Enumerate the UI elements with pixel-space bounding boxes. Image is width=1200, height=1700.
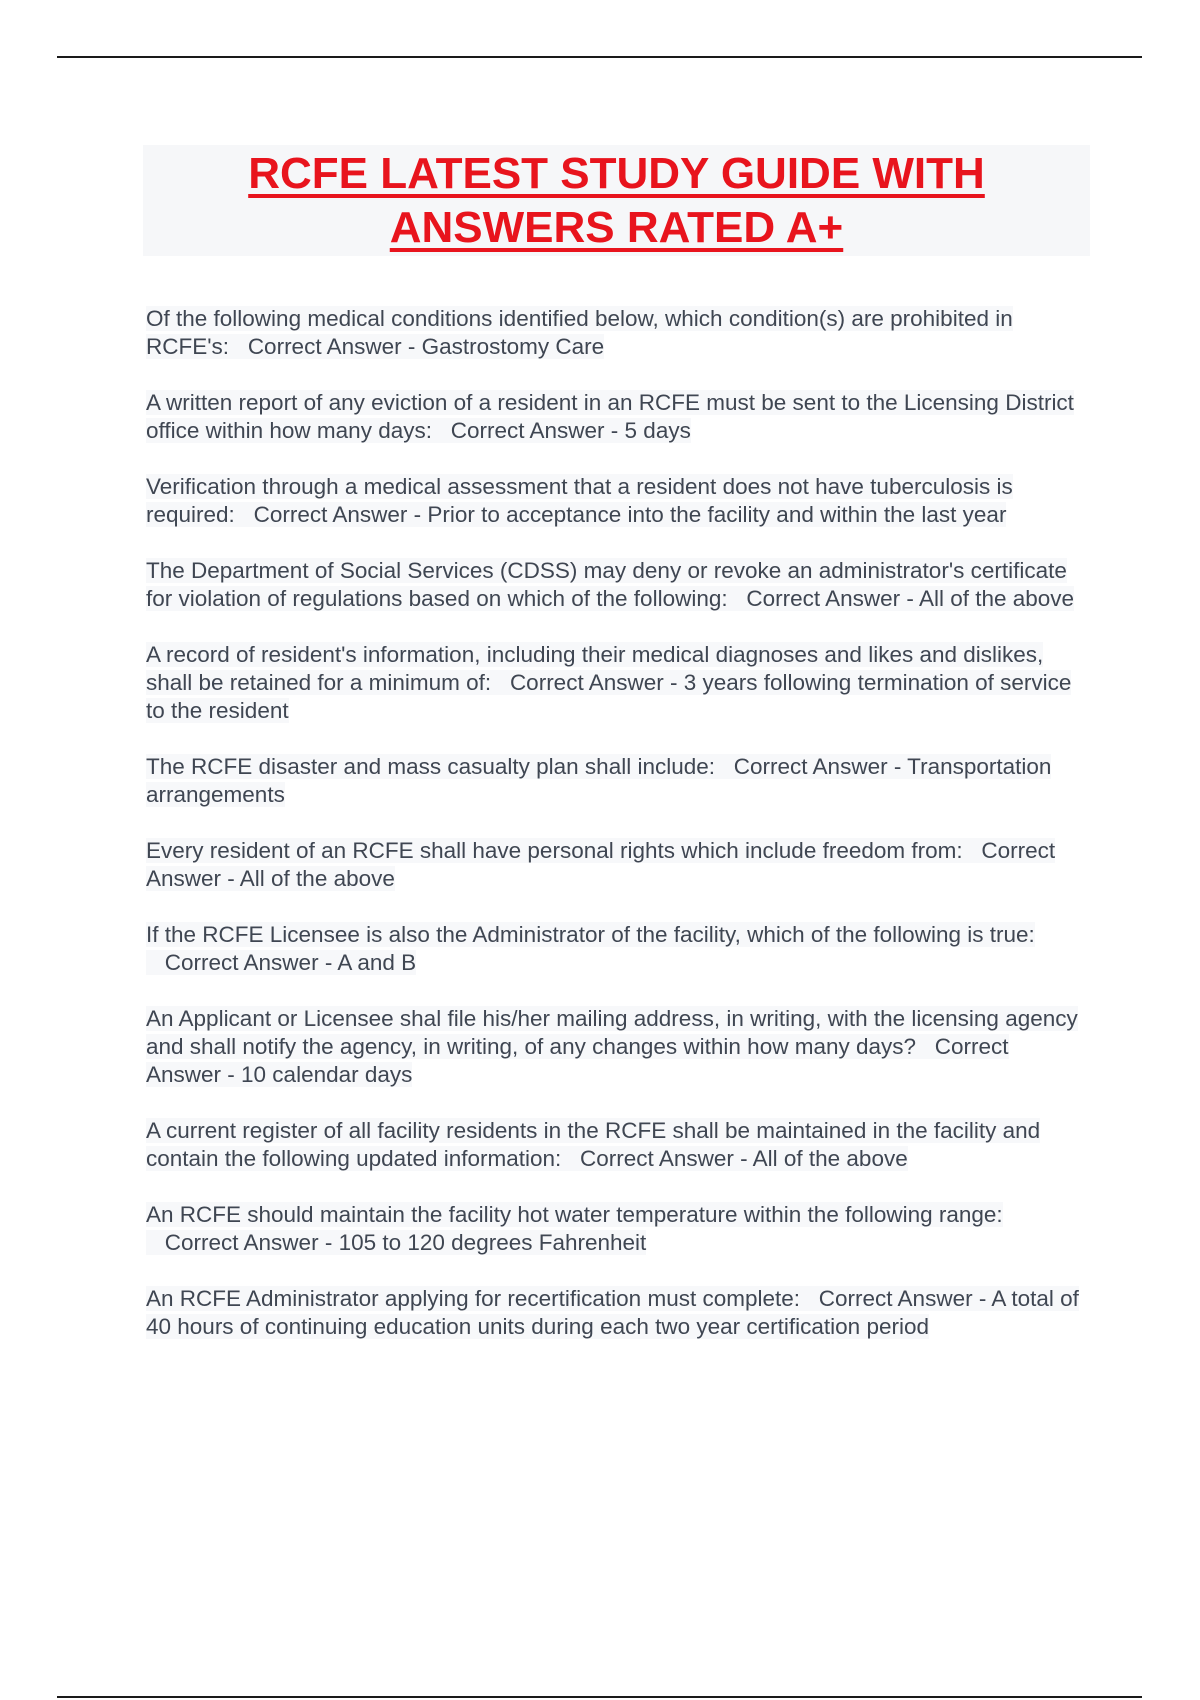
qa-item-8 bbox=[146, 921, 1086, 977]
answer-prefix: Correct Answer - bbox=[164, 1230, 339, 1255]
top-rule bbox=[57, 56, 1142, 58]
question-text: A record of resident's information, including their medical diagnoses and likes and dislikes, shall be retained for a minimum of: bbox=[146, 642, 1044, 695]
question-text: The RCFE disaster and mass casualty plan shall include: bbox=[146, 754, 716, 779]
answer-text: Transportation arrangements bbox=[146, 754, 1052, 807]
question-text: If the RCFE Licensee is also the Administrator of the facility, which of the following is true: bbox=[146, 922, 1035, 947]
bottom-rule bbox=[57, 1696, 1142, 1698]
qa-item-1 bbox=[146, 305, 1086, 361]
answer-text: Gastrostomy Care bbox=[421, 334, 605, 359]
qa-list bbox=[146, 305, 1086, 1369]
question-text: An Applicant or Licensee shal file his/her mailing address, in writing, with the licensing agency and shall notify the agency, in writing, of any changes within how many days? bbox=[146, 1006, 1078, 1059]
qa-item-11 bbox=[146, 1201, 1086, 1257]
qa-item-5 bbox=[146, 641, 1086, 725]
title-block bbox=[143, 145, 1090, 256]
question-text: A current register of all facility residents in the RCFE shall be maintained in the facility and contain the following updated information: bbox=[146, 1118, 1041, 1171]
answer-prefix: Correct Answer - bbox=[146, 1034, 1009, 1087]
question-text: An RCFE should maintain the facility hot water temperature within the following range: bbox=[146, 1202, 1003, 1227]
question-text: Every resident of an RCFE shall have personal rights which include freedom from: bbox=[146, 838, 963, 863]
question-text: A written report of any eviction of a resident in an RCFE must be sent to the Licensing District office within how many days: bbox=[146, 390, 1074, 443]
answer-text: All of the above bbox=[752, 1146, 908, 1171]
answer-text: All of the above bbox=[918, 586, 1075, 611]
qa-item-4 bbox=[146, 557, 1086, 613]
qa-item-9 bbox=[146, 1005, 1086, 1089]
qa-item-6 bbox=[146, 753, 1086, 809]
answer-prefix: Correct Answer - bbox=[746, 586, 919, 611]
answer-text: A and B bbox=[337, 950, 417, 975]
answer-text: All of the above bbox=[239, 866, 395, 891]
answer-text: 5 days bbox=[624, 418, 691, 443]
answer-prefix: Correct Answer - bbox=[818, 1286, 992, 1311]
answer-prefix: Correct Answer - bbox=[733, 754, 908, 779]
qa-item-7 bbox=[146, 837, 1086, 893]
qa-item-10 bbox=[146, 1117, 1086, 1173]
qa-item-2 bbox=[146, 389, 1086, 445]
answer-prefix: Correct Answer - bbox=[580, 1146, 753, 1171]
answer-prefix: Correct Answer - bbox=[247, 334, 422, 359]
answer-prefix: Correct Answer - bbox=[253, 502, 428, 527]
answer-prefix: Correct Answer - bbox=[164, 950, 338, 975]
answer-prefix: Correct Answer - bbox=[146, 838, 1056, 891]
question-text: The Department of Social Services (CDSS) may deny or revoke an administrator's certificate for violation of regulations based on which of the following: bbox=[146, 558, 1067, 611]
answer-text: 3 years following termination of service to the resident bbox=[146, 670, 1072, 723]
qa-item-12 bbox=[146, 1285, 1086, 1341]
answer-prefix: Correct Answer - bbox=[509, 670, 684, 695]
answer-text: Prior to acceptance into the facility and within the last year bbox=[427, 502, 1007, 527]
title-line-2: ANSWERS RATED A+ bbox=[389, 202, 844, 252]
answer-text: A total of 40 hours of continuing education units during each two year certification period bbox=[146, 1286, 1079, 1339]
title-line-1: RCFE LATEST STUDY GUIDE WITH bbox=[248, 148, 985, 198]
qa-item-3 bbox=[146, 473, 1086, 529]
question-text: An RCFE Administrator applying for recertification must complete: bbox=[146, 1286, 801, 1311]
answer-prefix: Correct Answer - bbox=[450, 418, 625, 443]
answer-text: 105 to 120 degrees Fahrenheit bbox=[338, 1230, 647, 1255]
question-text: Verification through a medical assessment that a resident does not have tuberculosis is required: bbox=[146, 474, 1013, 527]
answer-text: 10 calendar days bbox=[241, 1062, 413, 1087]
question-text: Of the following medical conditions identified below, which condition(s) are prohibited in RCFE's: bbox=[146, 306, 1013, 359]
